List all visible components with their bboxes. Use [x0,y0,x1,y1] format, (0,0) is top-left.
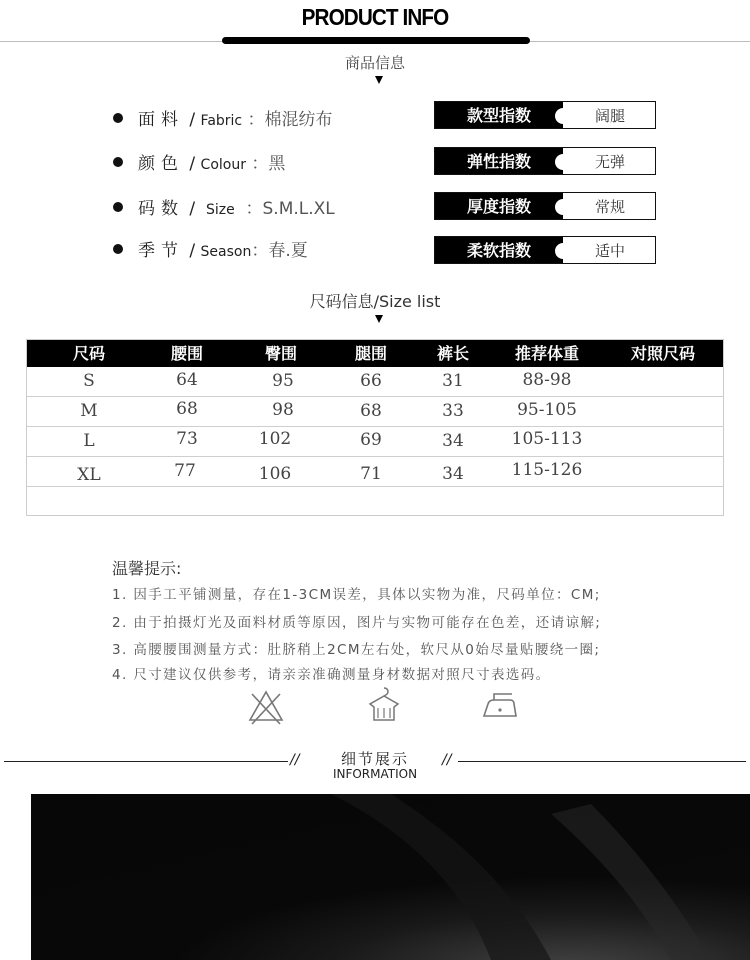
cell: 34 [442,431,464,451]
cell: 88-98 [522,370,572,390]
cell: 33 [442,401,464,421]
tip-item: 4. 尺寸建议仅供参考，请亲亲准确测量身材数据对照尺寸表选码。 [112,667,551,683]
detail-section-title: 细节展示 [340,750,409,768]
page-title: PRODUCT INFO [301,4,449,30]
hang-dry-icon [364,684,404,724]
triangle-down-icon [375,315,383,323]
bullet-icon [113,202,123,212]
index-elasticity [434,147,656,175]
slash-icon: // [290,752,300,768]
bullet-icon [113,157,123,167]
attribute-size: 码数 / Size ：S.M.L.XL [138,199,335,219]
cell: 95-105 [517,400,577,420]
cell: 106 [258,464,292,484]
cell: 34 [442,464,464,484]
slash-icon: // [442,752,452,768]
bullet-icon [113,244,123,254]
detail-section-subtitle: INFORMATION [332,767,418,781]
cell: 105-113 [511,429,583,449]
cell: 71 [360,464,382,484]
cell: 64 [176,370,198,390]
index-style [434,101,656,129]
cell: 69 [360,430,382,450]
index-name: 柔软指数 [435,237,563,264]
bullet-icon [113,113,123,123]
cell: 77 [174,461,196,481]
index-name: 弹性指数 [435,148,563,175]
index-value: 适中 [594,242,625,260]
cell: 68 [176,399,198,419]
cell [613,459,713,481]
size-table-header [27,340,723,367]
size-list-title: 尺码信息/Size list [309,292,441,311]
attribute-colour: 颜色 / Colour ：黑 [138,154,286,174]
do-not-bleach-icon [246,686,286,726]
index-value: 常规 [594,198,625,216]
col-header: 裤长 [436,344,469,363]
col-header: 臀围 [264,344,297,363]
col-header: 推荐体重 [514,344,579,363]
cell: 66 [360,371,382,391]
iron-low-icon [480,686,520,726]
tips-title: 温馨提示: [112,559,182,578]
col-header: 对照尺码 [630,344,695,363]
size-table [26,339,724,516]
cell: L [83,431,95,451]
cell [613,369,713,391]
attribute-fabric: 面料 / Fabric ：棉混纺布 [138,110,333,130]
cell: 73 [176,429,198,449]
cell: 68 [360,401,382,421]
cell: 31 [442,371,464,391]
col-header: 腰围 [170,344,203,363]
cell: M [80,401,98,421]
index-value: 无弹 [594,153,625,171]
index-thickness [434,192,656,220]
index-softness [434,236,656,264]
cell: S [83,371,95,391]
attribute-season: 季节 / Season：春.夏 [138,241,308,261]
col-header: 尺码 [72,344,105,363]
product-info-subtitle: 商品信息 [344,54,405,72]
tip-item: 2. 由于拍摄灯光及面料材质等原因，图片与实物可能存在色差，还请谅解; [112,615,602,631]
cell: 102 [258,429,292,449]
cell [613,399,713,421]
index-value: 阔腿 [594,107,625,125]
header-bar [222,37,530,44]
cell: XL [77,465,101,485]
cell: 95 [272,371,294,391]
col-header: 腿围 [354,344,387,363]
fabric-detail-image [31,794,750,960]
cell [613,428,713,450]
cell: 115-126 [511,460,583,480]
tip-item: 3. 高腰腰围测量方式：肚脐稍上2CM左右处，软尺从0始尽量贴腰绕一圈; [112,642,601,658]
triangle-down-icon [375,76,383,84]
tip-item: 1. 因手工平铺测量，存在1-3CM误差，具体以实物为准，尺码单位：CM; [112,587,601,603]
index-name: 款型指数 [435,102,563,129]
cell: 98 [272,400,294,420]
index-name: 厚度指数 [435,193,563,220]
